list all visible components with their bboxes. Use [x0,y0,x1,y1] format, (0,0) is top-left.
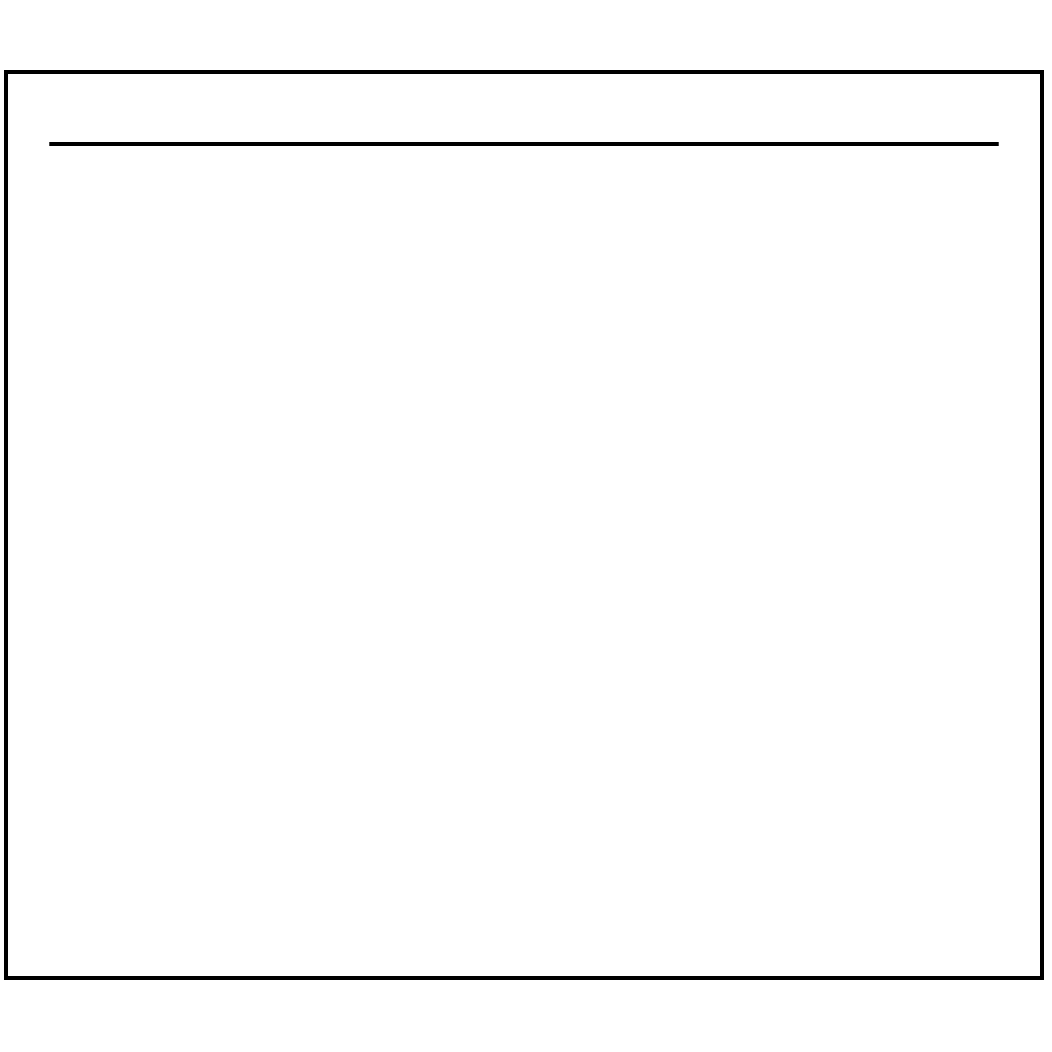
spec-title [49,74,998,146]
spec-sheet [4,70,1044,980]
